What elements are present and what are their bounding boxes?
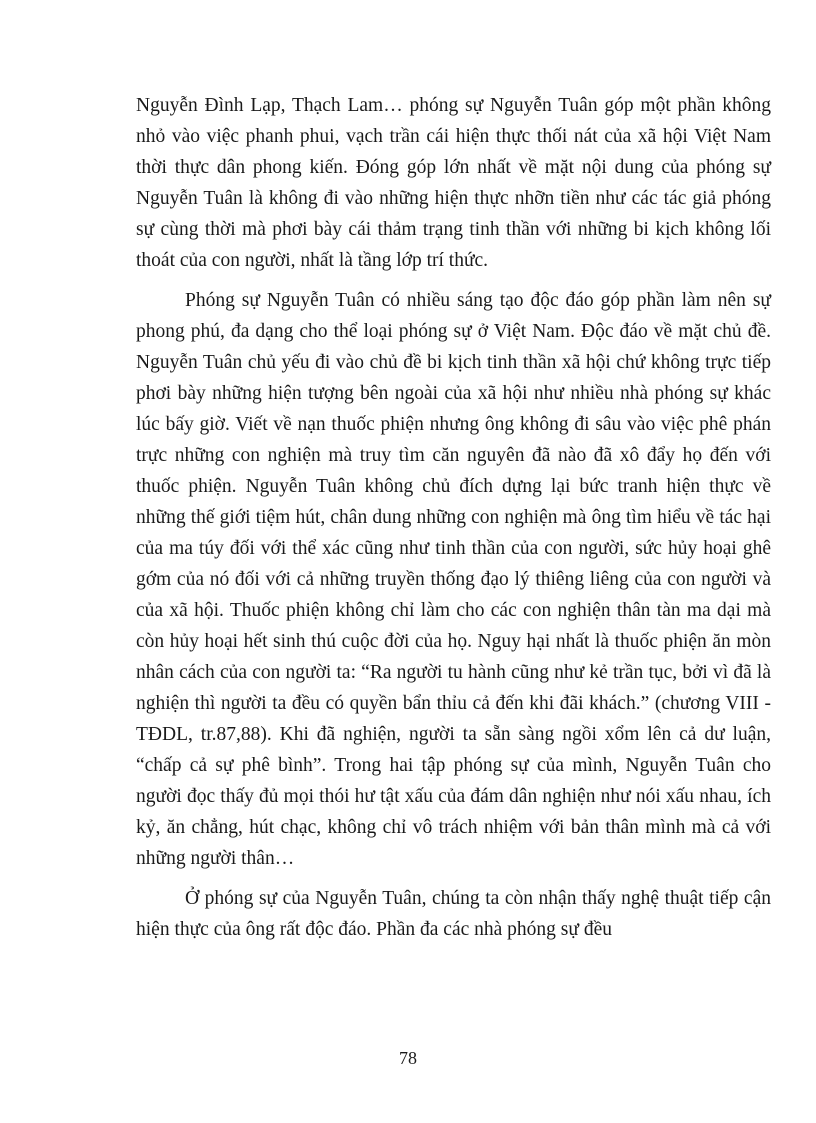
- paragraph-1: Nguyễn Đình Lạp, Thạch Lam… phóng sự Nguyễn Tuân góp một phần không nhỏ vào việc phanh phui, vạch trần cái hiện thực thối nát của xã hội Việt Nam thời thực dân phong kiến. Đóng góp lớn nhất về mặt nội dung của phóng sự Nguyễn Tuân là không đi vào những hiện thực nhỡn tiền như các tác giả phóng sự cùng thời mà phơi bày cái thảm trạng tinh thần với những bi kịch không lối thoát của con người, nhất là tầng lớp trí thức.: [136, 95, 771, 271]
- paragraph-3: Ở phóng sự của Nguyễn Tuân, chúng ta còn nhận thấy nghệ thuật tiếp cận hiện thực của ông rất độc đáo. Phần đa các nhà phóng sự đều: [136, 888, 771, 940]
- page-number: 78: [399, 1048, 417, 1068]
- body-text: [136, 90, 771, 945]
- paragraph-2: Phóng sự Nguyễn Tuân có nhiều sáng tạo độc đáo góp phần làm nên sự phong phú, đa dạng cho thể loại phóng sự ở Việt Nam. Độc đáo về mặt chủ đề. Nguyễn Tuân chủ yếu đi vào chủ đề bi kịch tinh thần xã hội chứ không trực tiếp phơi bày những hiện tượng bên ngoài của xã hội như nhiều nhà phóng sự khác lúc bấy giờ. Viết về nạn thuốc phiện nhưng ông không đi sâu vào việc phê phán trực những con nghiện mà truy tìm căn nguyên đã nào đã xô đẩy họ đến với thuốc phiện. Nguyễn Tuân không chủ đích dựng lại bức tranh hiện thực về những thế giới tiệm hút, chân dung những con nghiện mà ông tìm hiểu về tác hại của ma túy đối với thể xác cũng như tinh thần của con người, sức hủy hoại ghê gớm của nó đối với cả những truyền thống đạo lý thiêng liêng của con người và của xã hội. Thuốc phiện không chỉ làm cho các con nghiện thân tàn ma dại mà còn hủy hoại hết sinh thú cuộc đời của họ. Nguy hại nhất là thuốc phiện ăn mòn nhân cách của con người ta: “Ra người tu hành cũng như kẻ trần tục, bởi vì đã là nghiện thì người ta đều có quyền bẩn thỉu cả đến khi đãi khách.” (chương VIII - TĐDL, tr.87,88). Khi đã nghiện, người ta sẵn sàng ngồi xổm lên cả dư luận, “chấp cả sự phê bình”. Trong hai tập phóng sự của mình, Nguyễn Tuân cho người đọc thấy đủ mọi thói hư tật xấu của đám dân nghiện như nói xấu nhau, ích kỷ, ăn chẳng, hút chạc, không chỉ vô trách nhiệm với bản thân mình mà cả với những người thân…: [136, 290, 771, 869]
